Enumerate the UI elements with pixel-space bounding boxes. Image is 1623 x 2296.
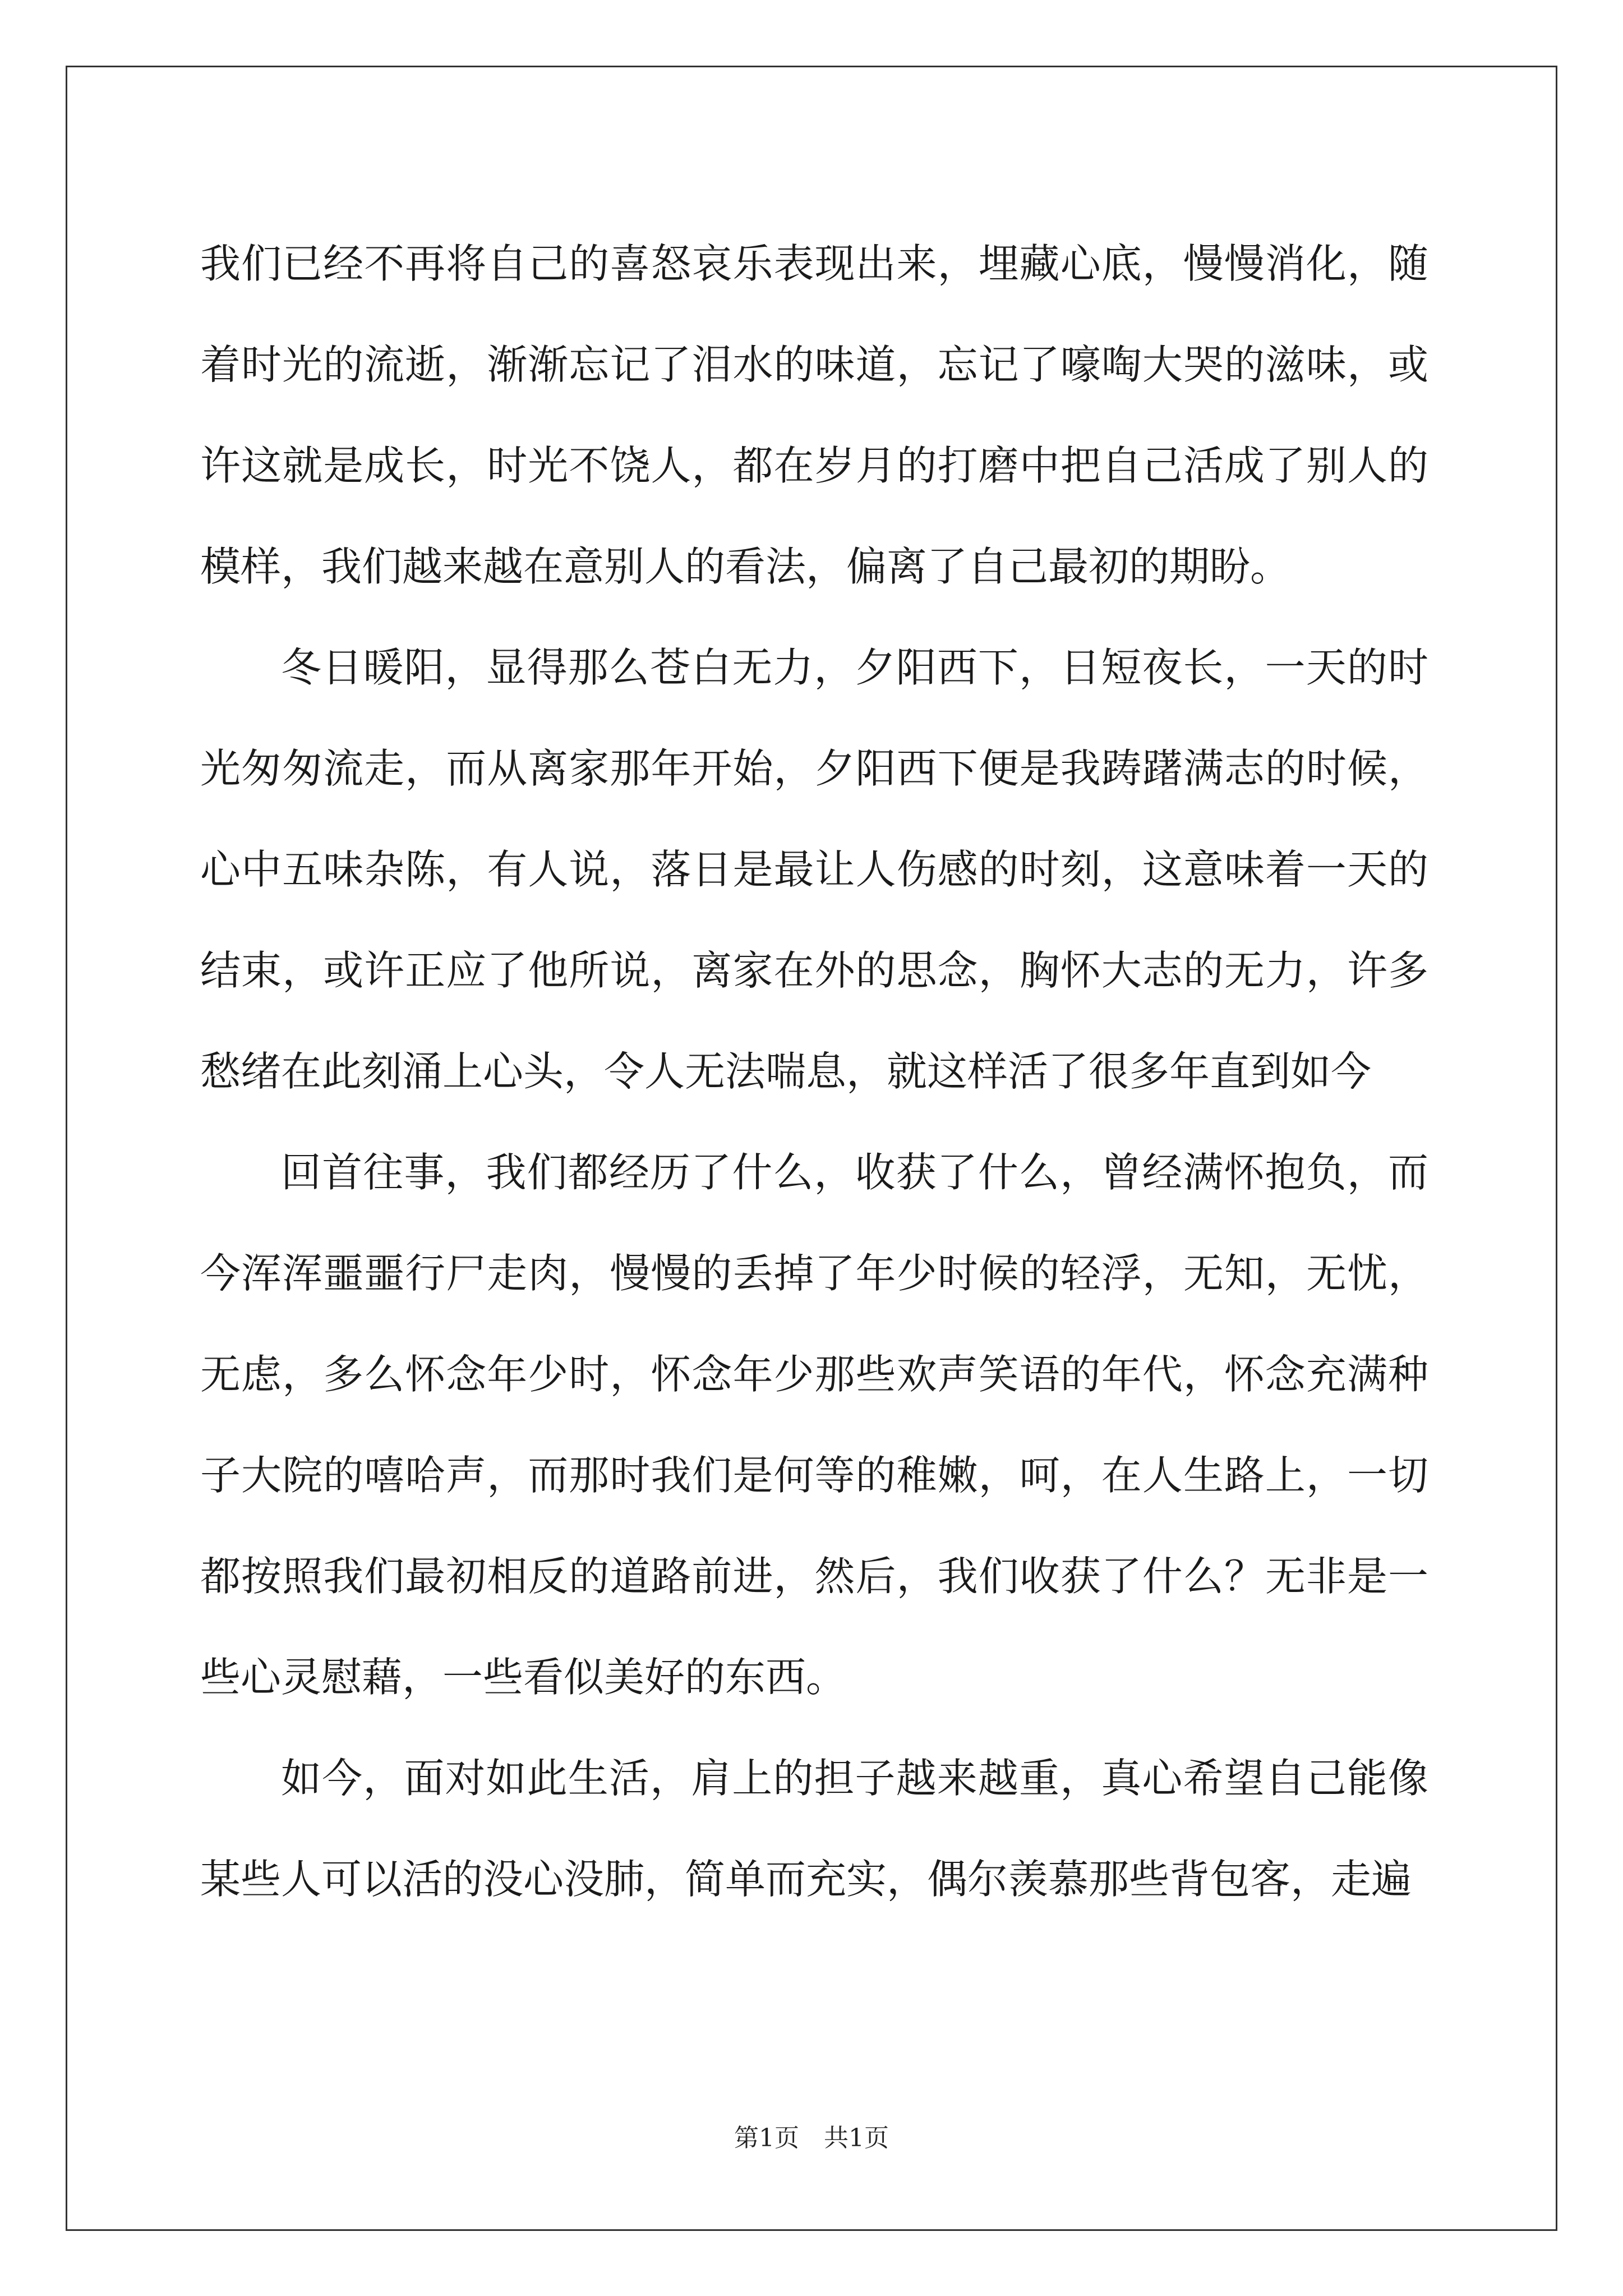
paragraph-4: 如今，面对如此生活，肩上的担子越来越重，真心希望自己能像某些人可以活的没心没肺，简单而充实，偶尔羡慕那些背包客，走遍 [200,1755,1428,1903]
document-body [200,213,1428,1930]
paragraph-2: 冬日暖阳，显得那么苍白无力，夕阳西下，日短夜长，一天的时光匆匆流走，而从离家那年开始，夕阳西下便是我踌躇满志的时候，心中五味杂陈，有人说，落日是最让人伤感的时刻，这意味着一天的结束，或许正应了他所说，离家在外的思念，胸怀大志的无力，许多愁绪在此刻涌上心头，令人无法喘息，就这样活了很多年直到如今 [200,644,1428,1095]
paragraph-1: 我们已经不再将自己的喜怒哀乐表现出来，埋藏心底，慢慢消化，随着时光的流逝，渐渐忘记了泪水的味道，忘记了嚎啕大哭的滋味，或许这就是成长，时光不饶人，都在岁月的打磨中把自己活成了别人的模样，我们越来越在意别人的看法，偏离了自己最初的期盼。 [200,240,1428,590]
page-number-label: 第1页 共1页 [734,2124,889,2152]
page-footer [0,2118,1623,2154]
paragraph-3: 回首往事，我们都经历了什么，收获了什么，曾经满怀抱负，而今浑浑噩噩行尸走肉，慢慢的丢掉了年少时候的轻浮，无知，无忧，无虑，多么怀念年少时，怀念年少那些欢声笑语的年代，怀念充满种子大院的嘻哈声，而那时我们是何等的稚嫩，呵，在人生路上，一切都按照我们最初相反的道路前进，然后，我们收获了什么？无非是一些心灵慰藉，一些看似美好的东西。 [200,1149,1428,1701]
